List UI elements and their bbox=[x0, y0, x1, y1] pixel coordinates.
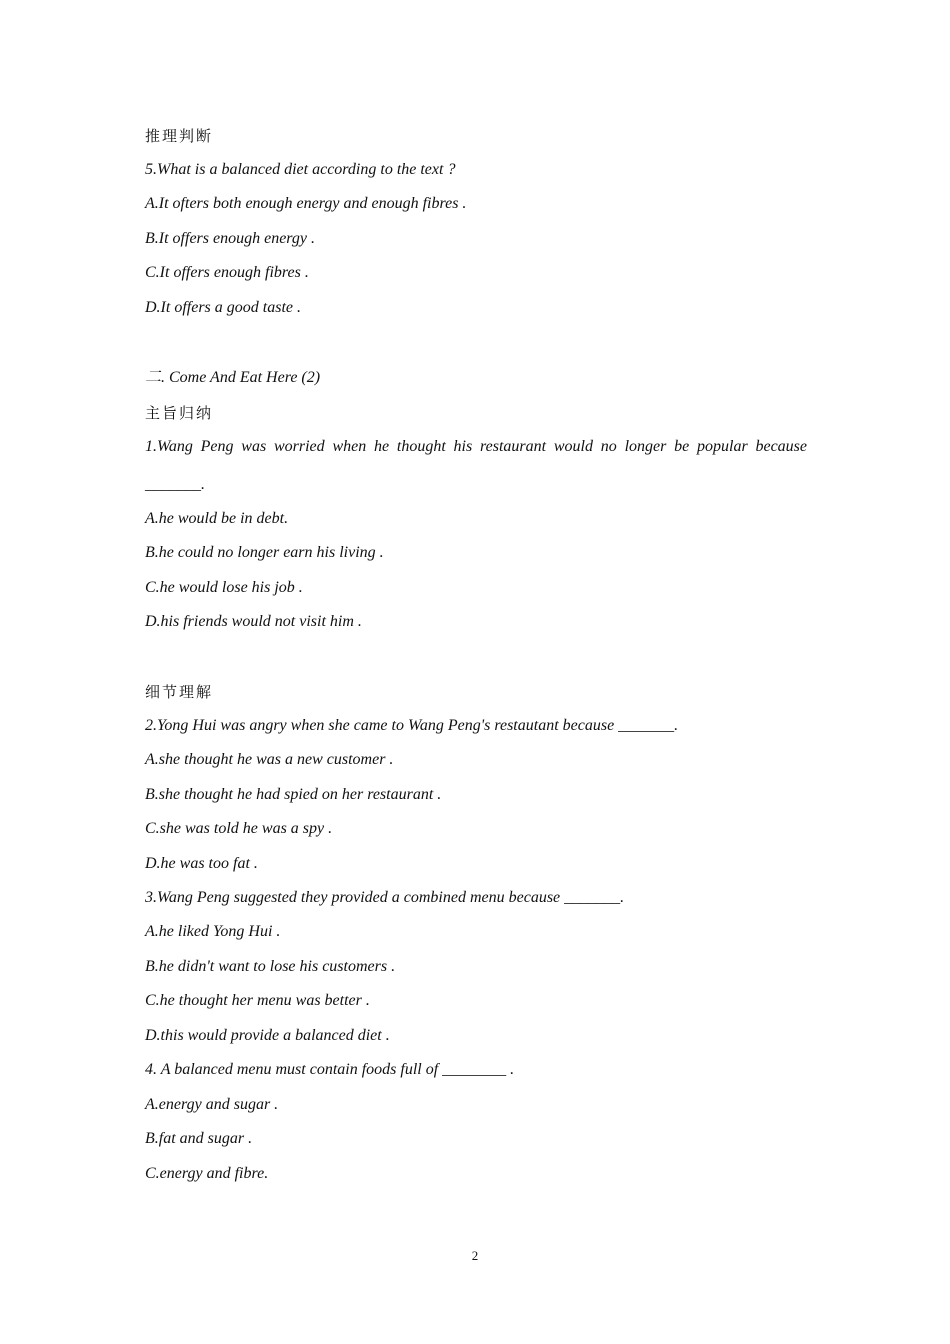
option-d: D.his friends would not visit him . bbox=[145, 613, 362, 630]
option-c: C.he would lose his job . bbox=[145, 579, 303, 596]
section-heading-inference: 推理判断 bbox=[145, 127, 214, 145]
option-d: D.he was too fat . bbox=[145, 855, 258, 872]
option-a: A.It ofters both enough energy and enough fibres . bbox=[145, 195, 467, 212]
option-c: C.It offers enough fibres . bbox=[145, 264, 309, 281]
option-a: A.she thought he was a new customer . bbox=[145, 751, 394, 768]
option-a: A.energy and sugar . bbox=[145, 1096, 279, 1113]
option-c: C.energy and fibre. bbox=[145, 1165, 269, 1182]
section-title: 二. Come And Eat Here (2) bbox=[145, 369, 321, 386]
question-1-line-2: _______. bbox=[145, 476, 205, 493]
section-heading-main-idea: 主旨归纳 bbox=[145, 404, 214, 422]
option-d: D.It offers a good taste . bbox=[145, 299, 301, 316]
option-b: B.she thought he had spied on her restaurant . bbox=[145, 786, 442, 803]
option-c: C.he thought her menu was better . bbox=[145, 992, 370, 1009]
question-2: 2.Yong Hui was angry when she came to Wang Peng's restautant because _______. bbox=[145, 717, 679, 734]
section-heading-detail: 细节理解 bbox=[145, 683, 214, 701]
option-a: A.he liked Yong Hui . bbox=[145, 923, 281, 940]
option-b: B.fat and sugar . bbox=[145, 1130, 253, 1147]
option-b: B.he could no longer earn his living . bbox=[145, 544, 384, 561]
option-c: C.she was told he was a spy . bbox=[145, 820, 333, 837]
question-5: 5.What is a balanced diet according to the text ? bbox=[145, 161, 456, 178]
option-b: B.he didn't want to lose his customers . bbox=[145, 958, 396, 975]
question-1-line-1: 1.Wang Peng was worried when he thought his restaurant would no longer be popular because bbox=[145, 438, 807, 455]
question-3: 3.Wang Peng suggested they provided a combined menu because _______. bbox=[145, 889, 625, 906]
page-number: 2 bbox=[471, 1248, 479, 1263]
option-d: D.this would provide a balanced diet . bbox=[145, 1027, 390, 1044]
option-a: A.he would be in debt. bbox=[145, 510, 289, 527]
option-b: B.It offers enough energy . bbox=[145, 230, 316, 247]
question-4: 4. A balanced menu must contain foods full of ________ . bbox=[145, 1061, 515, 1078]
